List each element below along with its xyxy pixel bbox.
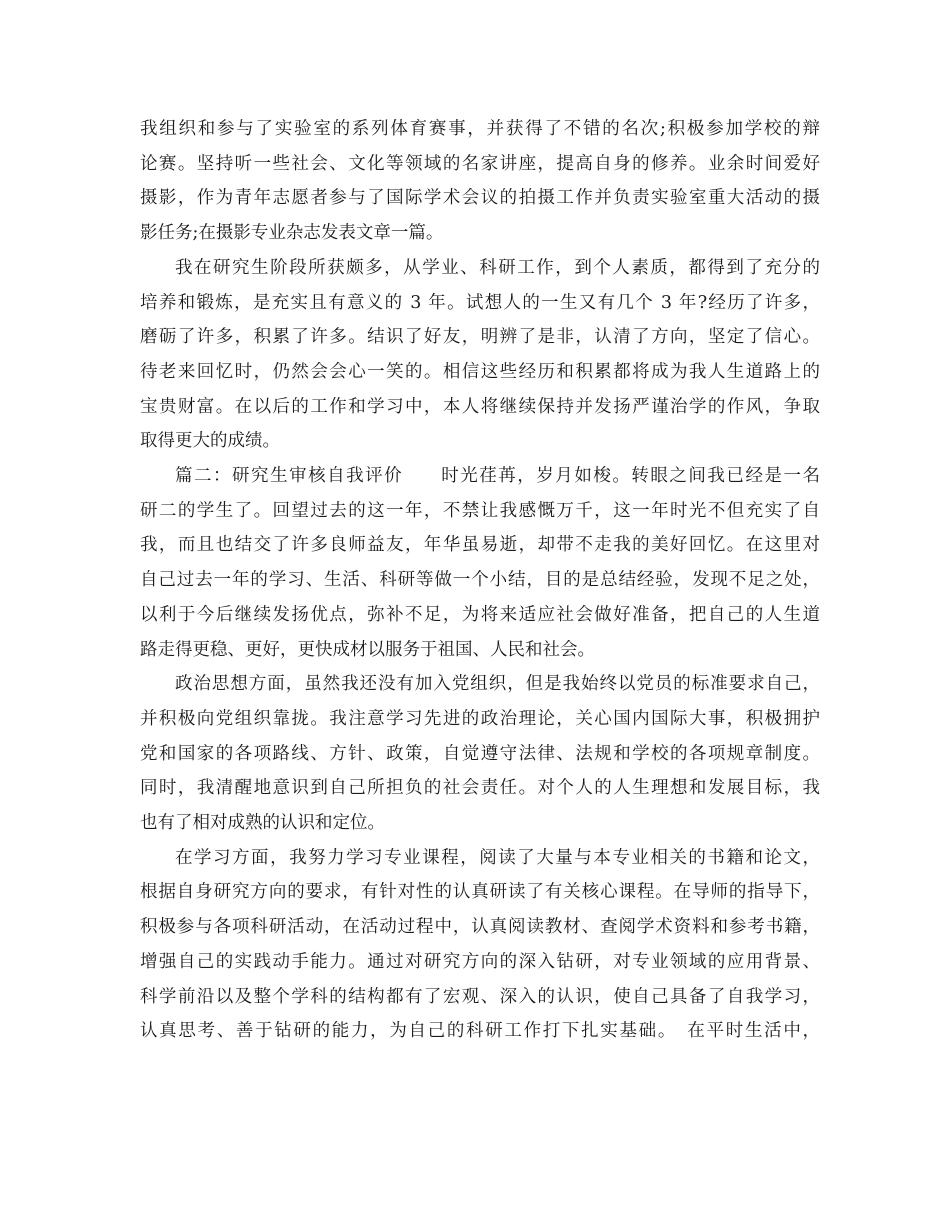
text-line: 我在研究生阶段所获颇多，从学业、科研工作，到个人素质，都得到了充分的: [175, 257, 820, 278]
text-line: 培养和锻炼，是充实且有意义的 3 年。试想人的一生又有几个 3 年?经历了许多，: [140, 292, 820, 313]
text-line: 我，而且也结交了许多良师益友，年华虽易逝，却带不走我的美好回忆。在这里对: [140, 535, 820, 556]
text-line: 在学习方面，我努力学习专业课程，阅读了大量与本专业相关的书籍和论文，: [175, 847, 820, 868]
text-line: 摄影，作为青年志愿者参与了国际学术会议的拍摄工作并负责实验室重大活动的摄: [140, 188, 820, 209]
text-line: 根据自身研究方向的要求，有针对性的认真研读了有关核心课程。在导师的指导下，: [140, 882, 820, 903]
text-line: 认真思考、善于钻研的能力，为自己的科研工作打下扎实基础。 在平时生活中，: [140, 1021, 820, 1042]
text-line: 自己过去一年的学习、生活、科研等做一个小结，目的是总结经验，发现不足之处，: [140, 570, 820, 591]
text-line: 取得更大的成绩。: [140, 431, 280, 452]
text-line: 积极参与各项科研活动，在活动过程中，认真阅读教材、查阅学术资料和参考书籍，: [140, 917, 820, 938]
text-line: 路走得更稳、更好，更快成材以服务于祖国、人民和社会。: [140, 639, 595, 660]
text-line: 增强自己的实践动手能力。通过对研究方向的深入钻研，对专业领域的应用背景、: [140, 951, 820, 972]
text-line: 政治思想方面，虽然我还没有加入党组织，但是我始终以党员的标准要求自己，: [175, 674, 820, 695]
text-line: 党和国家的各项路线、方针、政策，自觉遵守法律、法规和学校的各项规章制度。: [140, 743, 820, 764]
text-line: 同时，我清醒地意识到自己所担负的社会责任。对个人的人生理想和发展目标，我: [140, 778, 820, 799]
text-line: 科学前沿以及整个学科的结构都有了宏观、深入的认识，使自己具备了自我学习，: [140, 986, 820, 1007]
text-line: 也有了相对成熟的认识和定位。: [140, 813, 385, 833]
text-line: 并积极向党组织靠拢。我注意学习先进的政治理论，关心国内国际大事，积极拥护: [140, 708, 820, 729]
text-line: 论赛。坚持听一些社会、文化等领域的名家讲座，提高自身的修养。业余时间爱好: [140, 153, 820, 174]
text-line: 待老来回忆时，仍然会会心一笑的。相信这些经历和积累都将成为我人生道路上的: [140, 361, 820, 382]
text-line: 以利于今后继续发扬优点，弥补不足，为将来适应社会做好准备，把自己的人生道: [140, 604, 820, 625]
text-line: 影任务;在摄影专业杂志发表文章一篇。: [140, 223, 444, 244]
text-line: 研二的学生了。回望过去的这一年，不禁让我感慨万千，这一年时光不但充实了自: [140, 500, 820, 521]
text-line: 我组织和参与了实验室的系列体育赛事，并获得了不错的名次;积极参加学校的辩: [140, 119, 820, 139]
text-line: 宝贵财富。在以后的工作和学习中，本人将继续保持并发扬严谨治学的作风，争取: [140, 396, 820, 417]
text-line: 篇二：研究生审核自我评价 时光荏苒，岁月如梭。转眼之间我已经是一名: [175, 466, 820, 486]
text-line: 磨砺了许多，积累了许多。结识了好友，明辨了是非，认清了方向，坚定了信心。: [140, 327, 820, 348]
